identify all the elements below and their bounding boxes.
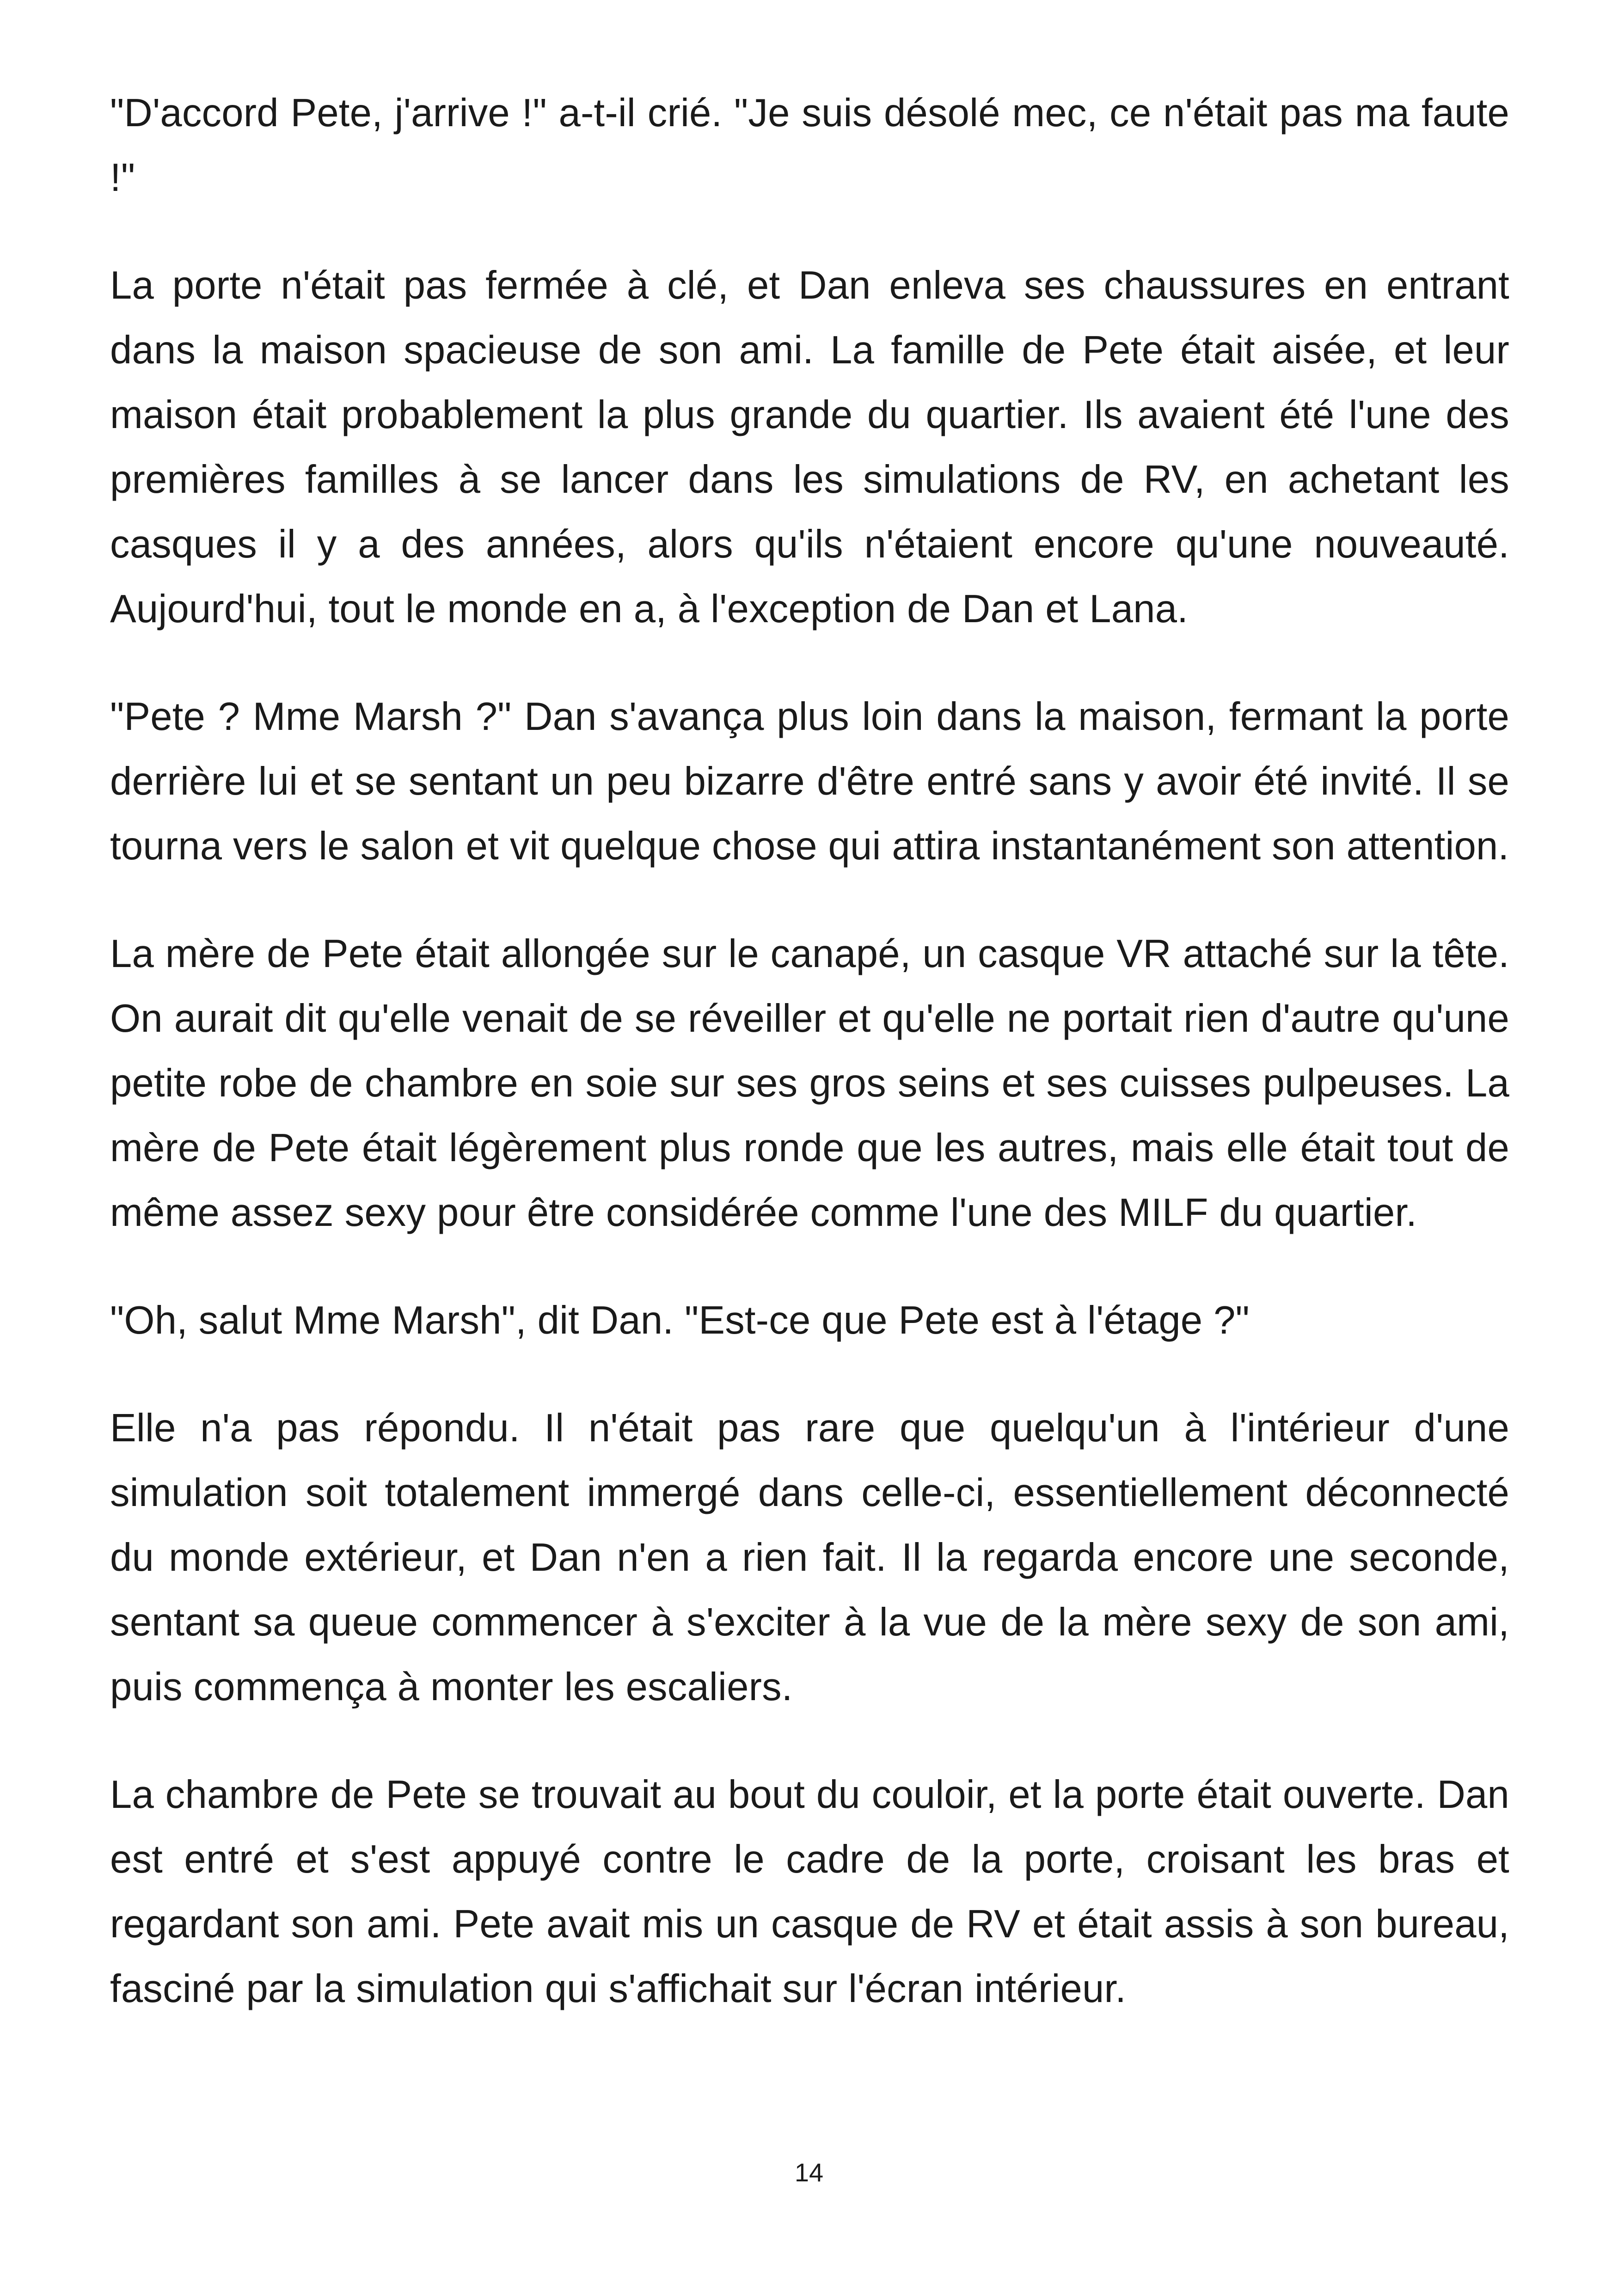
paragraph-7: La chambre de Pete se trouvait au bout du couloir, et la porte était ouverte. Dan est entré et s'est appuyé contre le cadre de la porte, croisant les bras et regardant son ami. Pete avait mis un casque de RV et était assis à son bureau, fasciné par la simulation qui s'affichait sur l'écran intérieur. — [110, 1773, 1509, 2011]
paragraph-5: "Oh, salut Mme Marsh", dit Dan. "Est-ce que Pete est à l'étage ?" — [110, 1298, 1250, 1342]
paragraph-4: La mère de Pete était allongée sur le canapé, un casque VR attaché sur la tête. On aurait dit qu'elle venait de se réveiller et qu'elle ne portait rien d'autre qu'une petite robe de chambre en soie sur ses gros seins et ses cuisses pulpeuses. La mère de Pete était légèrement plus ronde que les autres, mais elle était tout de même assez sexy pour être considérée comme l'une des MILF du quartier. — [110, 932, 1509, 1235]
paragraph-2: La porte n'était pas fermée à clé, et Dan enleva ses chaussures en entrant dans la maison spacieuse de son ami. La famille de Pete était aisée, et leur maison était probablement la plus grande du quartier. Ils avaient été l'une des premières familles à se lancer dans les simulations de RV, en achetant les casques il y a des années, alors qu'ils n'étaient encore qu'une nouveauté. Aujourd'hui, tout le monde en a, à l'exception de Dan et Lana. — [110, 263, 1509, 631]
page-number: 14 — [794, 2158, 824, 2187]
paragraph-1: "D'accord Pete, j'arrive !" a-t-il crié. "Je suis désolé mec, ce n'était pas ma faute !" — [110, 91, 1509, 200]
paragraph-3: "Pete ? Mme Marsh ?" Dan s'avança plus loin dans la maison, fermant la porte derrière lui et se sentant un peu bizarre d'être entré sans y avoir été invité. Il se tourna vers le salon et vit quelque chose qui attira instantanément son attention. — [110, 695, 1509, 868]
page-body — [110, 81, 1509, 2064]
paragraph-6: Elle n'a pas répondu. Il n'était pas rare que quelqu'un à l'intérieur d'une simulation soit totalement immergé dans celle-ci, essentiellement déconnecté du monde extérieur, et Dan n'en a rien fait. Il la regarda encore une seconde, sentant sa queue commencer à s'exciter à la vue de la mère sexy de son ami, puis commença à monter les escaliers. — [110, 1406, 1509, 1709]
